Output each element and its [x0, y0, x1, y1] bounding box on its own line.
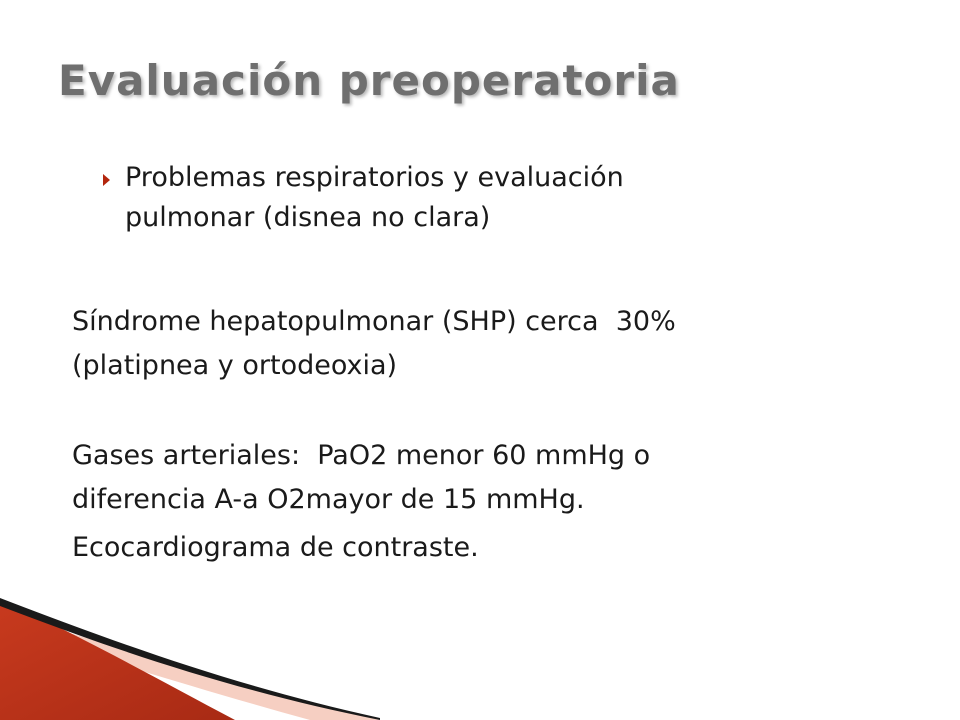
bullet-line-1: Problemas respiratorios y evaluación — [125, 162, 624, 193]
bullet-line-2: pulmonar (disnea no clara) — [125, 202, 491, 233]
paragraph-hepatopulmonary — [72, 300, 852, 388]
paragraph1-line-2: (platipnea y ortodeoxia) — [72, 350, 398, 381]
paragraph-echocardiogram: Ecocardiograma de contraste. — [72, 532, 479, 563]
paragraph-arterial-gases — [72, 434, 852, 522]
bullet-item — [103, 158, 883, 238]
paragraph1-line-1: Síndrome hepatopulmonar (SHP) cerca 30% — [72, 306, 676, 337]
triangle-right-icon — [103, 174, 110, 186]
paragraph2-line-1: Gases arteriales: PaO2 menor 60 mmHg o — [72, 440, 651, 471]
paragraph2-line-2: diferencia A-a O2mayor de 15 mmHg. — [72, 484, 585, 515]
red-swoosh-decoration — [0, 590, 380, 720]
slide-title: Evaluación preoperatoria — [58, 56, 680, 105]
